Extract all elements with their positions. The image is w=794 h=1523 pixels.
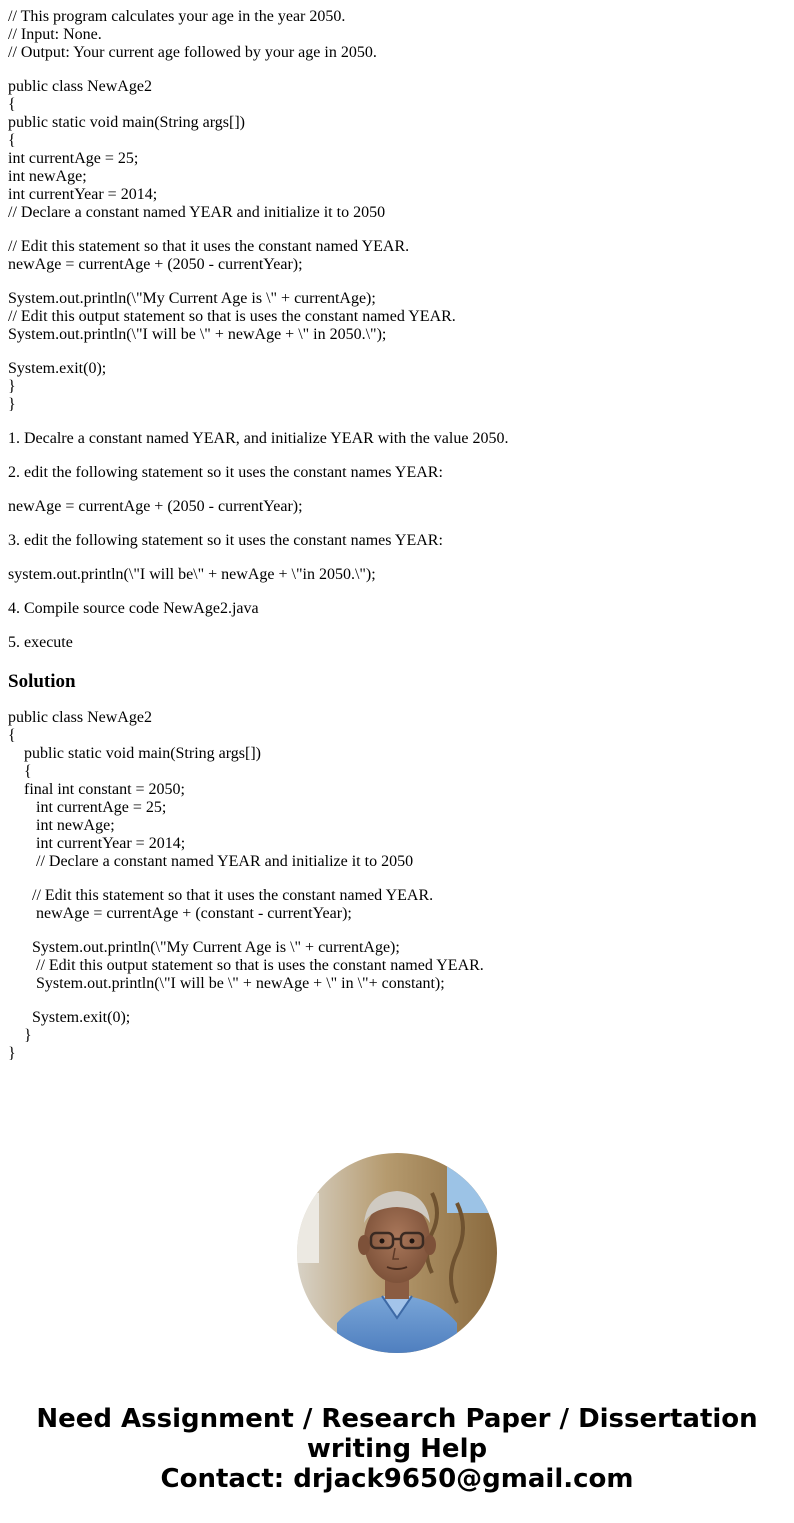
code-line: int currentAge = 25; — [8, 150, 139, 167]
code-line: int currentYear = 2014; — [8, 835, 186, 852]
code-line: int newAge; — [8, 817, 115, 834]
instruction-step-2: 2. edit the following statement so it uses the constant names YEAR: — [8, 464, 443, 481]
question-code-exit — [8, 360, 786, 414]
code-line: System.out.println(\"I will be \" + newAge + \" in 2050.\"); — [8, 326, 387, 343]
code-line: // Edit this statement so that it uses the constant named YEAR. — [8, 887, 434, 904]
code-line: // Edit this statement so that it uses the constant named YEAR. — [8, 238, 410, 255]
code-line: newAge = currentAge + (constant - currentYear); — [8, 905, 352, 922]
code-line: System.out.println(\"My Current Age is \" + currentAge); — [8, 290, 376, 307]
code-line: // Declare a constant named YEAR and initialize it to 2050 — [8, 853, 414, 870]
code-line: { — [8, 763, 32, 780]
code-line: newAge = currentAge + (2050 - currentYear); — [8, 256, 303, 273]
instruction-code-println: system.out.println(\"I will be\" + newAge + \"in 2050.\"); — [8, 566, 376, 583]
code-line: { — [8, 727, 16, 744]
instruction-step-3: 3. edit the following statement so it uses the constant names YEAR: — [8, 532, 443, 549]
instruction-code-statement: newAge = currentAge + (2050 - currentYear); — [8, 498, 303, 515]
solution-heading: Solution — [8, 671, 76, 692]
question-code-output — [8, 290, 786, 344]
banner-line-2: writing Help — [306, 1434, 488, 1464]
code-line: { — [8, 96, 16, 113]
code-line: int currentAge = 25; — [8, 799, 167, 816]
code-line: public class NewAge2 — [8, 709, 152, 726]
solution-code-statement — [8, 887, 786, 923]
code-line: int currentYear = 2014; — [8, 186, 158, 203]
code-line: // Edit this output statement so that is uses the constant named YEAR. — [8, 957, 484, 974]
code-line: { — [8, 132, 16, 149]
code-line: System.out.println(\"My Current Age is \" + currentAge); — [8, 939, 400, 956]
code-line: System.out.println(\"I will be \" + newAge + \" in \"+ constant); — [8, 975, 445, 992]
code-line: final int constant = 2050; — [8, 781, 185, 798]
question-code-statement — [8, 238, 786, 274]
code-line: public static void main(String args[]) — [8, 114, 245, 131]
solution-code-class — [8, 709, 786, 871]
code-line: // This program calculates your age in the year 2050. — [8, 8, 346, 25]
code-line: } — [8, 1045, 16, 1062]
code-line: System.exit(0); — [8, 1009, 131, 1026]
solution-code-exit — [8, 1009, 786, 1063]
help-contact-banner — [0, 1404, 794, 1494]
instruction-step-1: 1. Decalre a constant named YEAR, and initialize YEAR with the value 2050. — [8, 430, 509, 447]
code-line: } — [8, 378, 16, 395]
code-line: public class NewAge2 — [8, 78, 152, 95]
code-line: // Output: Your current age followed by your age in 2050. — [8, 44, 377, 61]
code-line: } — [8, 1027, 32, 1044]
question-header-comment — [8, 8, 786, 62]
code-line: // Declare a constant named YEAR and initialize it to 2050 — [8, 204, 386, 221]
code-line: // Edit this output statement so that is uses the constant named YEAR. — [8, 308, 456, 325]
solution-code-output — [8, 939, 786, 993]
code-line: public static void main(String args[]) — [8, 745, 261, 762]
banner-contact-line: Contact: drjack9650@gmail.com — [160, 1464, 634, 1494]
code-line: System.exit(0); — [8, 360, 107, 377]
code-line: // Input: None. — [8, 26, 102, 43]
instruction-step-4: 4. Compile source code NewAge2.java — [8, 600, 259, 617]
document-body — [8, 8, 786, 1079]
code-line: int newAge; — [8, 168, 87, 185]
question-code-class — [8, 78, 786, 222]
tutor-avatar-icon — [297, 1153, 497, 1353]
instruction-step-5: 5. execute — [8, 634, 73, 651]
banner-line-1: Need Assignment / Research Paper / Dissertation — [36, 1404, 758, 1434]
code-line: } — [8, 396, 16, 413]
